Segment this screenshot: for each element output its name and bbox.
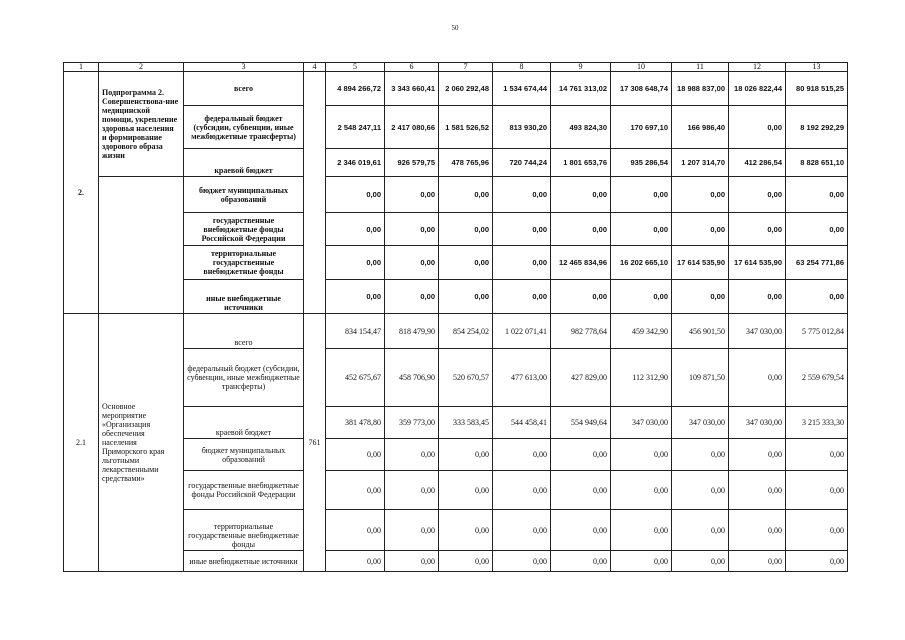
- header-cell: 3: [184, 63, 304, 72]
- value-cell: 1 534 674,44: [493, 72, 551, 106]
- value-cell: 0,00: [385, 439, 439, 471]
- value-cell: 0,00: [729, 439, 786, 471]
- value-cell: 0,00: [551, 471, 611, 510]
- value-cell: 0,00: [493, 177, 551, 213]
- header-cell: 4: [304, 63, 326, 72]
- code-cell: [304, 72, 326, 314]
- value-cell: 0,00: [672, 213, 729, 246]
- value-cell: 0,00: [439, 439, 493, 471]
- value-cell: 0,00: [786, 213, 848, 246]
- value-cell: 0,00: [729, 349, 786, 407]
- value-cell: 0,00: [551, 177, 611, 213]
- row-number: 2.1: [64, 314, 99, 572]
- value-cell: 0,00: [326, 280, 385, 314]
- value-cell: 818 479,90: [385, 314, 439, 349]
- value-cell: 109 871,50: [672, 349, 729, 407]
- value-cell: 0,00: [551, 551, 611, 572]
- value-cell: 813 930,20: [493, 106, 551, 149]
- funding-source: бюджет муниципальных образований: [184, 177, 304, 213]
- funding-source: всего: [184, 314, 304, 349]
- header-cell: 11: [672, 63, 729, 72]
- value-cell: 0,00: [672, 551, 729, 572]
- value-cell: 1 022 071,41: [493, 314, 551, 349]
- value-cell: 427 829,00: [551, 349, 611, 407]
- value-cell: 5 775 012,84: [786, 314, 848, 349]
- value-cell: 1 801 653,76: [551, 149, 611, 177]
- value-cell: 0,00: [729, 177, 786, 213]
- value-cell: 834 154,47: [326, 314, 385, 349]
- value-cell: 2 417 080,66: [385, 106, 439, 149]
- value-cell: 3 215 333,30: [786, 407, 848, 439]
- value-cell: 0,00: [786, 510, 848, 551]
- funding-source: краевой бюджет: [184, 149, 304, 177]
- value-cell: 0,00: [672, 177, 729, 213]
- value-cell: 0,00: [385, 471, 439, 510]
- value-cell: 854 254,02: [439, 314, 493, 349]
- value-cell: 0,00: [326, 551, 385, 572]
- value-cell: 0,00: [439, 471, 493, 510]
- header-cell: 8: [493, 63, 551, 72]
- value-cell: 0,00: [385, 551, 439, 572]
- value-cell: 0,00: [493, 246, 551, 280]
- funding-source: иные внебюджетные источники: [184, 551, 304, 572]
- value-cell: 0,00: [611, 177, 672, 213]
- value-cell: 0,00: [326, 471, 385, 510]
- value-cell: 520 670,57: [439, 349, 493, 407]
- measure-title: Основное мероприятие «Организация обеспечения населения Приморского края льготными лекарственными средствами»: [99, 314, 184, 572]
- value-cell: 0,00: [493, 471, 551, 510]
- value-cell: 0,00: [611, 471, 672, 510]
- value-cell: 17 308 648,74: [611, 72, 672, 106]
- value-cell: 0,00: [385, 280, 439, 314]
- value-cell: 0,00: [551, 439, 611, 471]
- value-cell: 12 465 834,96: [551, 246, 611, 280]
- value-cell: 459 342,90: [611, 314, 672, 349]
- value-cell: 0,00: [786, 177, 848, 213]
- value-cell: 347 030,00: [672, 407, 729, 439]
- value-cell: 0,00: [611, 213, 672, 246]
- value-cell: 347 030,00: [729, 407, 786, 439]
- value-cell: 0,00: [672, 510, 729, 551]
- value-cell: 0,00: [439, 280, 493, 314]
- value-cell: 0,00: [326, 510, 385, 551]
- funding-source: всего: [184, 72, 304, 106]
- value-cell: 0,00: [729, 471, 786, 510]
- value-cell: 333 583,45: [439, 407, 493, 439]
- value-cell: 458 706,90: [385, 349, 439, 407]
- value-cell: 0,00: [729, 213, 786, 246]
- value-cell: 4 894 266,72: [326, 72, 385, 106]
- value-cell: 0,00: [493, 551, 551, 572]
- value-cell: 0,00: [326, 177, 385, 213]
- funding-source: федеральный бюджет (субсидии, субвенции, иные межбюджетные трансферты): [184, 349, 304, 407]
- page-number: 50: [451, 24, 459, 32]
- value-cell: 926 579,75: [385, 149, 439, 177]
- empty-cell: [99, 177, 184, 314]
- value-cell: 170 697,10: [611, 106, 672, 149]
- value-cell: 0,00: [729, 106, 786, 149]
- funding-source: территориальные государственные внебюджетные фонды: [184, 510, 304, 551]
- value-cell: 0,00: [611, 439, 672, 471]
- value-cell: 0,00: [551, 213, 611, 246]
- value-cell: 0,00: [672, 280, 729, 314]
- value-cell: 0,00: [439, 510, 493, 551]
- value-cell: 0,00: [786, 551, 848, 572]
- funding-source: краевой бюджет: [184, 407, 304, 439]
- value-cell: 14 761 313,02: [551, 72, 611, 106]
- value-cell: 982 778,64: [551, 314, 611, 349]
- value-cell: 17 614 535,90: [672, 246, 729, 280]
- value-cell: 80 918 515,25: [786, 72, 848, 106]
- header-row: [64, 63, 848, 72]
- value-cell: 8 192 292,29: [786, 106, 848, 149]
- value-cell: 0,00: [786, 439, 848, 471]
- value-cell: 0,00: [439, 246, 493, 280]
- value-cell: 1 581 526,52: [439, 106, 493, 149]
- header-cell: 1: [64, 63, 99, 72]
- value-cell: 0,00: [385, 246, 439, 280]
- value-cell: 347 030,00: [611, 407, 672, 439]
- value-cell: 0,00: [786, 280, 848, 314]
- value-cell: 0,00: [611, 551, 672, 572]
- value-cell: 0,00: [439, 551, 493, 572]
- value-cell: 3 343 660,41: [385, 72, 439, 106]
- value-cell: 0,00: [493, 213, 551, 246]
- value-cell: 112 312,90: [611, 349, 672, 407]
- value-cell: 0,00: [672, 471, 729, 510]
- header-cell: 2: [99, 63, 184, 72]
- table-row: [64, 177, 848, 213]
- value-cell: 935 286,54: [611, 149, 672, 177]
- value-cell: 0,00: [786, 471, 848, 510]
- value-cell: 0,00: [385, 177, 439, 213]
- header-cell: 6: [385, 63, 439, 72]
- value-cell: 0,00: [385, 510, 439, 551]
- value-cell: 2 060 292,48: [439, 72, 493, 106]
- budget-table: [63, 62, 848, 572]
- value-cell: 0,00: [729, 551, 786, 572]
- header-cell: 5: [326, 63, 385, 72]
- header-cell: 12: [729, 63, 786, 72]
- value-cell: 0,00: [729, 510, 786, 551]
- value-cell: 544 458,41: [493, 407, 551, 439]
- value-cell: 0,00: [493, 510, 551, 551]
- value-cell: 478 765,96: [439, 149, 493, 177]
- value-cell: 8 828 651,10: [786, 149, 848, 177]
- value-cell: 0,00: [439, 213, 493, 246]
- value-cell: 17 614 535,90: [729, 246, 786, 280]
- funding-source: бюджет муниципальных образований: [184, 439, 304, 471]
- value-cell: 0,00: [493, 439, 551, 471]
- value-cell: 18 026 822,44: [729, 72, 786, 106]
- funding-source: федеральный бюджет (субсидии, субвенции, иные межбюджетные трансферты): [184, 106, 304, 149]
- value-cell: 16 202 665,10: [611, 246, 672, 280]
- value-cell: 554 949,64: [551, 407, 611, 439]
- value-cell: 0,00: [439, 177, 493, 213]
- value-cell: 0,00: [611, 510, 672, 551]
- value-cell: 166 986,40: [672, 106, 729, 149]
- value-cell: 347 030,00: [729, 314, 786, 349]
- header-cell: 10: [611, 63, 672, 72]
- value-cell: 477 613,00: [493, 349, 551, 407]
- value-cell: 2 559 679,54: [786, 349, 848, 407]
- value-cell: 0,00: [385, 213, 439, 246]
- value-cell: 0,00: [551, 510, 611, 551]
- value-cell: 0,00: [326, 439, 385, 471]
- value-cell: 2 548 247,11: [326, 106, 385, 149]
- funding-source: иные внебюджетные источники: [184, 280, 304, 314]
- value-cell: 0,00: [551, 280, 611, 314]
- table-row: [64, 314, 848, 349]
- value-cell: 359 773,00: [385, 407, 439, 439]
- funding-source: территориальные государственные внебюджетные фонды: [184, 246, 304, 280]
- value-cell: 381 478,80: [326, 407, 385, 439]
- header-cell: 7: [439, 63, 493, 72]
- subprogram-title: Подпрограмма 2. Совершенствова-ние медицинской помощи, укрепление здоровья населения и формирование здорового образа жизни: [99, 72, 184, 177]
- value-cell: 0,00: [326, 213, 385, 246]
- value-cell: 452 675,67: [326, 349, 385, 407]
- value-cell: 0,00: [672, 439, 729, 471]
- code-cell: 761: [304, 314, 326, 572]
- value-cell: 2 346 019,61: [326, 149, 385, 177]
- value-cell: 493 824,30: [551, 106, 611, 149]
- header-cell: 13: [786, 63, 848, 72]
- value-cell: 0,00: [493, 280, 551, 314]
- value-cell: 0,00: [611, 280, 672, 314]
- row-number: 2.: [64, 72, 99, 314]
- table-row: [64, 72, 848, 106]
- value-cell: 456 901,50: [672, 314, 729, 349]
- value-cell: 0,00: [729, 280, 786, 314]
- value-cell: 1 207 314,70: [672, 149, 729, 177]
- value-cell: 720 744,24: [493, 149, 551, 177]
- value-cell: 0,00: [326, 246, 385, 280]
- funding-source: государственные внебюджетные фонды Российской Федерации: [184, 471, 304, 510]
- header-cell: 9: [551, 63, 611, 72]
- value-cell: 63 254 771,86: [786, 246, 848, 280]
- funding-source: государственные внебюджетные фонды Российской Федерации: [184, 213, 304, 246]
- value-cell: 412 286,54: [729, 149, 786, 177]
- value-cell: 18 988 837,00: [672, 72, 729, 106]
